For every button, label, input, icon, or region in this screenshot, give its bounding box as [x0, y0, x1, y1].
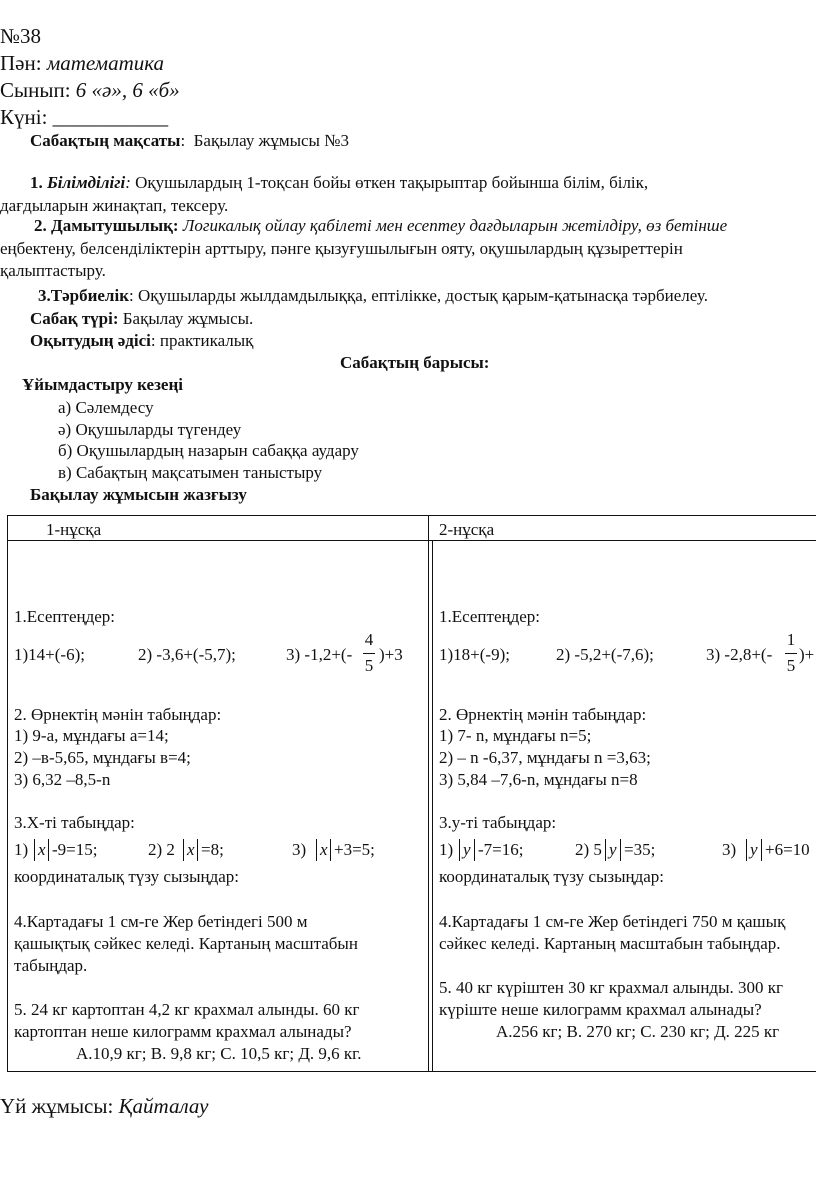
variant-2-q1-b: 2) -5,2+(-7,6);	[556, 645, 654, 664]
objective-3-text: : Оқушыларды жылдамдылыққа, ептілікке, достық қарым-қатынасқа тәрбиелеу.	[129, 286, 708, 305]
variant-2-abs-bar	[746, 839, 747, 861]
variant-2-q4-line: 4.Картадағы 1 см-ге Жер бетіндегі 750 м қашық	[439, 912, 786, 931]
subject-label: Пән:	[0, 51, 42, 75]
homework-value: Қайталау	[118, 1094, 209, 1118]
variant-2-q4-line: сәйкес келеді. Картаның масштабын табыңдар.	[439, 934, 781, 953]
variant-1-q3-a-pre: 1)	[14, 840, 29, 859]
variant-2-q3-c-post: +6=10	[765, 840, 810, 859]
variant-2-q2-title: 2. Өрнектің мәнін табыңдар:	[439, 705, 647, 724]
variant-1-q2-item: 2) –в-5,65, мұндағы в=4;	[14, 748, 191, 767]
variant-2-abs-bar	[620, 839, 621, 861]
objective-2-label: 2. Дамытушылық:	[34, 216, 179, 235]
variant-2-abs-bar	[459, 839, 460, 861]
variant-1-q5-answers: А.10,9 кг; В. 9,8 кг; С. 10,5 кг; Д. 9,6 кг.	[76, 1044, 362, 1063]
lesson-type-value: Бақылау жұмысы.	[122, 309, 254, 328]
variant-2-q3-var: y	[750, 840, 758, 859]
variant-2-abs-bar	[761, 839, 762, 861]
variant-1-q1-a: 1)14+(-6);	[14, 645, 85, 664]
variant-2-q3-a-pre: 1)	[439, 840, 454, 859]
variant-1-q1-c-pre: 3) -1,2+(-	[286, 645, 353, 664]
variant-2-fraction-bar	[785, 653, 797, 654]
variant-1-abs-bar	[34, 839, 35, 861]
variant-1-q3-var: x	[187, 840, 195, 859]
variant-1-q4-line: 4.Картадағы 1 см-ге Жер бетіндегі 500 м	[14, 912, 308, 931]
variant-1-q5-line: 5. 24 кг картоптан 4,2 кг крахмал алынды. 60 кг	[14, 1000, 360, 1019]
variant-2-q1-c-post: )+	[799, 645, 815, 664]
control-work-title: Бақылау жұмысын жазғызу	[30, 485, 247, 504]
variant-2-q3-title: 3.у-ті табыңдар:	[439, 813, 557, 832]
variant-2-q3-b-pre: 2) 5	[575, 840, 602, 859]
variant-2-abs-bar	[605, 839, 606, 861]
variant-2-q3-b-post: =35;	[624, 840, 656, 859]
variant-2-abs-bar	[474, 839, 475, 861]
variant-2-q2-item: 2) – n -6,37, мұндағы n =3,63;	[439, 748, 651, 767]
teaching-method-value: : практикалық	[150, 331, 254, 350]
variant-1-q3-c-pre: 3)	[292, 840, 307, 859]
table-column-divider-inner	[432, 540, 433, 1071]
variant-1-q2-item: 1) 9-а, мұндағы а=14;	[14, 726, 169, 745]
variant-1-fraction-bar	[363, 653, 375, 654]
variant-1-q3-a-post: -9=15;	[52, 840, 98, 859]
day-value: ___________	[52, 105, 169, 129]
variant-1-abs-bar	[316, 839, 317, 861]
organization-title: Ұйымдастыру кезеңі	[22, 375, 183, 394]
variant-1-q4-line: табыңдар.	[14, 956, 88, 975]
lesson-type-line	[30, 309, 253, 329]
variant-1-abs-bar	[330, 839, 331, 861]
lesson-type-label: Сабақ түрі:	[30, 309, 119, 328]
variant-2-q3-var: y	[609, 840, 617, 859]
variant-1-abs-bar	[183, 839, 184, 861]
table-column-divider	[428, 515, 429, 1071]
variant-2-q1-title: 1.Есептеңдер:	[439, 607, 541, 626]
goal-sep: :	[180, 131, 186, 150]
class-line	[0, 78, 180, 103]
variant-2-q5-line: күріште неше килограмм крахмал алынады?	[439, 1000, 762, 1019]
class-label: Сынып:	[0, 78, 71, 102]
variant-1-q3-b-post: =8;	[201, 840, 224, 859]
objective-1-text-b: дағдыларын жинақтап, тексеру.	[0, 196, 229, 215]
variant-2-q5-line: 5. 40 кг күріштен 30 кг крахмал алынды. 300 кг	[439, 978, 783, 997]
day-label: Күні:	[0, 105, 48, 129]
variant-1-q5-line: картоптан неше килограмм крахмал алынады?	[14, 1022, 352, 1041]
lesson-number: №38	[0, 24, 42, 48]
subject-value: математика	[46, 51, 165, 75]
variant-2-fraction-denominator: 5	[786, 656, 796, 675]
variant-1-q3-var: x	[38, 840, 46, 859]
objective-2-text-a: Логикалық ойлау қабілеті мен есептеу дағдыларын жетілдіру, өз бетінше	[182, 216, 728, 235]
objective-1-line-1	[30, 173, 648, 193]
variant-1-q2-item: 3) 6,32 –8,5-n	[14, 770, 111, 789]
objective-3-line	[38, 286, 708, 306]
objective-3-label: 3.Тәрбиелік	[38, 286, 129, 305]
variant-2-q1-c-pre: 3) -2,8+(-	[706, 645, 773, 664]
objective-2-text-c: қалыптастыру.	[0, 261, 106, 280]
variant-2-q1-a: 1)18+(-9);	[439, 645, 510, 664]
objective-1-number: 1.	[30, 173, 43, 192]
variant-2-q3-var: y	[463, 840, 471, 859]
variant-1-q3-b-pre: 2) 2	[148, 840, 175, 859]
class-value: 6 «ә», 6 «б»	[75, 78, 180, 102]
variant-1-title: 1-нұсқа	[46, 520, 102, 539]
objective-1-text-a: Оқушылардың 1-тоқсан бойы өткен тақырыптар бойынша білім, білік,	[135, 173, 649, 192]
variant-1-q1-title: 1.Есептеңдер:	[14, 607, 116, 626]
homework-label: Үй жұмысы:	[0, 1094, 114, 1118]
variant-1-fraction-numerator: 4	[364, 630, 374, 649]
variant-1-abs-bar	[48, 839, 49, 861]
variant-2-q3-c-pre: 3)	[722, 840, 737, 859]
teaching-method-label: Оқытудың әдісі	[30, 331, 151, 350]
objective-1-colon: :	[125, 173, 131, 192]
subject-line	[0, 51, 164, 76]
variant-2-q5-answers: А.256 кг; В. 270 кг; С. 230 кг; Д. 225 кг	[496, 1022, 780, 1041]
variant-1-q4-line: қашықтық сәйкес келеді. Картаның масштабын	[14, 934, 358, 953]
organization-item: а) Сәлемдесу	[58, 398, 154, 417]
organization-item: ә) Оқушыларды түгендеу	[58, 420, 242, 439]
goal-label: Сабақтың мақсаты	[30, 131, 181, 150]
variant-1-q3-var: x	[320, 840, 328, 859]
variant-1-q2-title: 2. Өрнектің мәнін табыңдар:	[14, 705, 222, 724]
organization-item: б) Оқушылардың назарын сабаққа аудару	[58, 441, 359, 460]
variant-2-q2-item: 3) 5,84 –7,6-n, мұндағы n=8	[439, 770, 638, 789]
variant-2-fraction-numerator: 1	[786, 630, 796, 649]
table-header-divider	[7, 540, 816, 541]
variant-1-q3-title: 3.Х-ті табыңдар:	[14, 813, 135, 832]
variant-2-title: 2-нұсқа	[439, 520, 495, 539]
variant-2-q3-note: координаталық түзу сызыңдар:	[439, 867, 665, 886]
lesson-progress-title: Сабақтың барысы:	[340, 353, 490, 372]
variant-1-abs-bar	[197, 839, 198, 861]
variant-1-q3-c-post: +3=5;	[334, 840, 375, 859]
day-line	[0, 105, 168, 130]
variant-1-q3-note: координаталық түзу сызыңдар:	[14, 867, 240, 886]
variant-1-fraction-denominator: 5	[364, 656, 374, 675]
variant-2-q3-a-post: -7=16;	[478, 840, 524, 859]
goal-value: Бақылау жұмысы №3	[193, 131, 349, 150]
objective-2-text-b: еңбектену, белсенділіктерін арттыру, пәнге қызуғушылығын ояту, оқушылардың құзыреттерін	[0, 239, 683, 258]
objective-2-line-1	[34, 216, 727, 236]
variant-1-q1-c-post: )+3	[379, 645, 403, 664]
objective-1-label: Білімділігі	[47, 173, 126, 192]
variant-2-q2-item: 1) 7- n, мұндағы n=5;	[439, 726, 592, 745]
teaching-method-line	[30, 331, 253, 351]
homework-line	[0, 1094, 208, 1119]
organization-item: в) Сабақтың мақсатымен таныстыру	[58, 463, 323, 482]
lesson-goal	[30, 131, 349, 151]
variant-1-q1-b: 2) -3,6+(-5,7);	[138, 645, 236, 664]
